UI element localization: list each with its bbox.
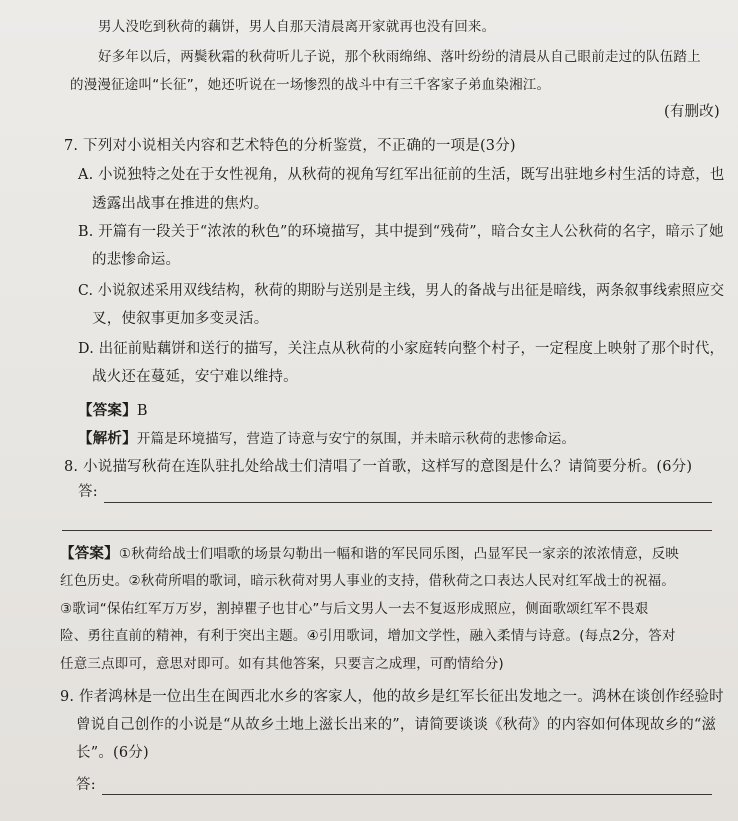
q7-option-a-line1: A. 小说独特之处在于女性视角，从秋荷的视角写红军出征前的生活，既写出驻地乡村生活的诗意，也: [78, 167, 725, 183]
answer-label: 【答案】: [60, 545, 119, 562]
q8-answer-line-a: [60, 545, 679, 563]
passage-line-3: 的漫漫征途叫“长征”，她还听说在一场惨烈的战斗中有三千客家子弟血染湘江。: [70, 77, 551, 93]
q7-stem: 7. 下列对小说相关内容和艺术特色的分析鉴赏，不正确的一项是(3分): [64, 138, 516, 154]
q8-answer-text-3: ③歌词“保佑红军万万岁，割掉瞿子也甘心”与后文男人一去不复返形成照应，侧面歌颂红军不畏艰: [60, 601, 649, 617]
q9-stem-line2: 曾说自己创作的小说是“从故乡土地上滋长出来的”，请简要谈谈《秋荷》的内容如何体现故乡的“滋: [76, 717, 717, 733]
q8-answer-prompt: 答:: [78, 484, 98, 500]
answer-value: B: [136, 403, 148, 419]
answer-label: 【答案】: [78, 402, 137, 419]
passage-line-1: 男人没吃到秋荷的藕饼，男人自那天清晨离开家就再也没有回来。: [98, 19, 496, 35]
q9-answer-line-1: [102, 794, 712, 795]
q9-stem-line1: 9. 作者鸿林是一位出生在闽西北水乡的客家人，他的故乡是红军长征出发地之一。鸿林在谈创作经验时: [60, 689, 724, 705]
q7-option-d-line1: D. 出征前贴藕饼和送行的描写，关注点从秋荷的小家庭转向整个村子，一定程度上映射了那个时代，: [78, 341, 725, 357]
q7-analysis: [78, 430, 575, 448]
q7-option-b-line1: B. 开篇有一段关于“浓浓的秋色”的环境描写，其中提到“残荷”，暗合女主人公秋荷的名字，暗示了她: [78, 224, 724, 240]
q7-option-c-line1: C. 小说叙述采用双线结构，秋荷的期盼与送别是主线，男人的备战与出征是暗线，两条叙事线索照应交: [78, 283, 725, 299]
q8-answer-text-4: 险、勇往直前的精神，有利于突出主题。④引用歌词，增加文学性，融入柔情与诗意。(每点2分，答对: [60, 628, 676, 644]
q9-stem-line3: 长”。(6分): [76, 745, 149, 761]
q8-stem: 8. 小说描写秋荷在连队驻扎处给战士们清唱了一首歌，这样写的意图是什么？请简要分析。(6分): [64, 459, 693, 475]
q8-answer-text-2: 红色历史。②秋荷所唱的歌词，暗示秋荷对男人事业的支持，借秋荷之口表达人民对红军战士的祝福。: [60, 573, 676, 589]
q8-answer-line-2: [62, 530, 712, 531]
analysis-text: 开篇是环境描写，营造了诗意与安宁的氛围，并未暗示秋荷的悲惨命运。: [136, 431, 576, 447]
q7-option-b-line2: 的悲惨命运。: [92, 252, 181, 268]
source-note: (有删改): [664, 104, 720, 120]
q7-option-c-line2: 叉，使叙事更加多变灵活。: [92, 311, 269, 327]
q8-answer-text-1: ①秋荷给战士们唱歌的场景勾勒出一幅和谐的军民同乐图，凸显军民一家亲的浓浓情意，反映: [118, 546, 680, 562]
q9-answer-prompt: 答:: [76, 777, 96, 793]
q8-answer-line-1: [104, 502, 712, 503]
q7-answer: [78, 402, 148, 420]
q7-option-a-line2: 透露出战事在推进的焦灼。: [92, 196, 269, 212]
q8-answer-text-5: 任意三点即可，意思对即可。如有其他答案，只要言之成理，可酌情给分): [60, 656, 504, 672]
analysis-label: 【解析】: [78, 430, 137, 447]
passage-line-2: 好多年以后，两鬓秋霜的秋荷听儿子说，那个秋雨绵绵、落叶纷纷的清晨从自己眼前走过的队伍踏上: [98, 49, 701, 65]
q7-option-d-line2: 战火还在蔓延，安宁难以维持。: [92, 369, 298, 385]
